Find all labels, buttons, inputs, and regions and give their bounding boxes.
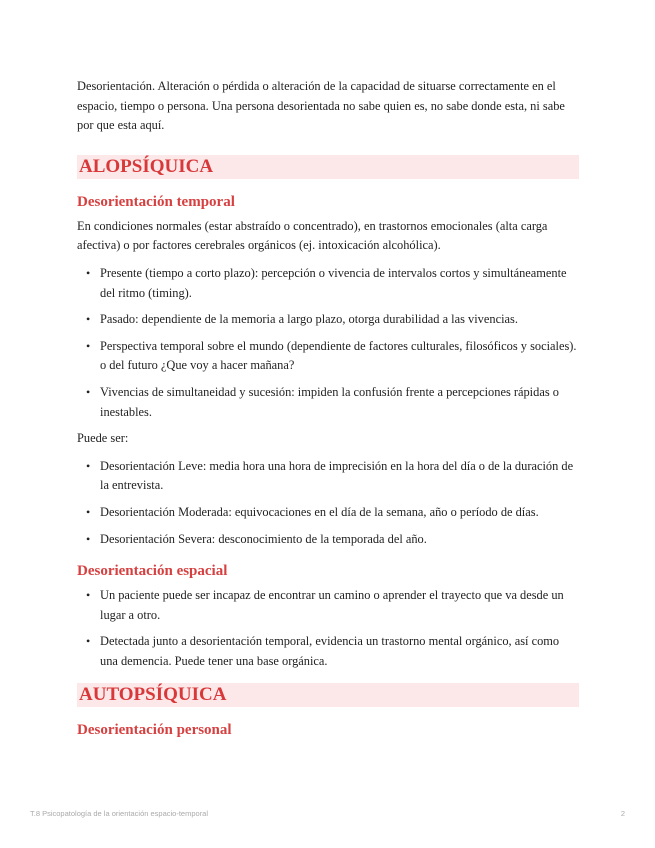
types-list bbox=[77, 457, 579, 549]
list-item: • Desorientación Severa: desconocimiento de la temporada del año. bbox=[77, 530, 579, 550]
bullet-icon: • bbox=[86, 338, 91, 353]
bullet-icon: • bbox=[86, 312, 91, 327]
bullet-icon: • bbox=[86, 458, 91, 473]
bullet-icon: • bbox=[86, 588, 91, 603]
list-item: • Detectada junto a desorientación temporal, evidencia un trastorno mental orgánico, así como una demencia. Puede tener una base orgánica. bbox=[86, 634, 560, 668]
list-item: • Desorientación Leve: media hora una hora de imprecisión en la hora del día o de la duración de la entrevista. bbox=[86, 458, 574, 493]
subheading-desorientacion-personal: Desorientación personal bbox=[77, 722, 232, 739]
puede-ser-label: Puede ser: bbox=[77, 431, 129, 446]
bullet-icon: • bbox=[86, 531, 91, 546]
footer-title: T.8 Psicopatología de la orientación espacio-temporal bbox=[30, 809, 209, 818]
page-footer bbox=[30, 809, 625, 818]
subheading-desorientacion-espacial: Desorientación espacial bbox=[77, 563, 228, 580]
bullet-icon: • bbox=[86, 384, 91, 399]
bullet-icon: • bbox=[86, 634, 91, 649]
subheading-desorientacion-temporal: Desorientación temporal bbox=[77, 193, 235, 210]
list-item: • Vivencias de simultaneidad y sucesión: impiden la confusión frente a percepciones rápidas o inestables. bbox=[86, 384, 559, 419]
temporal-list bbox=[77, 264, 579, 422]
section-heading-alopsiquica: ALOPSÍQUICA bbox=[77, 155, 579, 179]
list-item: • Pasado: dependiente de la memoria a largo plazo, otorga durabilidad a las vivencias. bbox=[77, 310, 579, 330]
list-item: • Presente (tiempo a corto plazo): percepción o vivencia de intervalos cortos y simultáneamente del ritmo (timing). bbox=[86, 265, 567, 300]
intro-paragraph: Desorientación. Alteración o pérdida o alteración de la capacidad de situarse correctamente en el espacio, tiempo o persona. Una persona desorientada no sabe quien es, no sabe donde esta, ni sabe por que esta aquí. bbox=[77, 79, 565, 133]
section-heading-autopsiquica: AUTOPSÍQUICA bbox=[77, 683, 579, 707]
page-number: 2 bbox=[620, 809, 625, 818]
espacial-list bbox=[77, 586, 579, 671]
list-item: • Un paciente puede ser incapaz de encontrar un camino o aprender el trayecto que va desde un lugar a otro. bbox=[86, 588, 564, 622]
list-item: • Perspectiva temporal sobre el mundo (dependiente de factores culturales, filosóficos y sociales). o del futuro ¿Que voy a hacer mañana? bbox=[86, 338, 577, 373]
bullet-icon: • bbox=[86, 504, 91, 519]
document-body bbox=[77, 77, 579, 745]
bullet-icon: • bbox=[86, 265, 91, 280]
list-item: • Desorientación Moderada: equivocaciones en el día de la semana, año o período de días. bbox=[77, 503, 579, 523]
temporal-intro-paragraph: En condiciones normales (estar abstraído o concentrado), en trastornos emocionales (alta carga afectiva) o por factores cerebrales orgánicos (ej. intoxicación alcohólica). bbox=[77, 218, 548, 253]
